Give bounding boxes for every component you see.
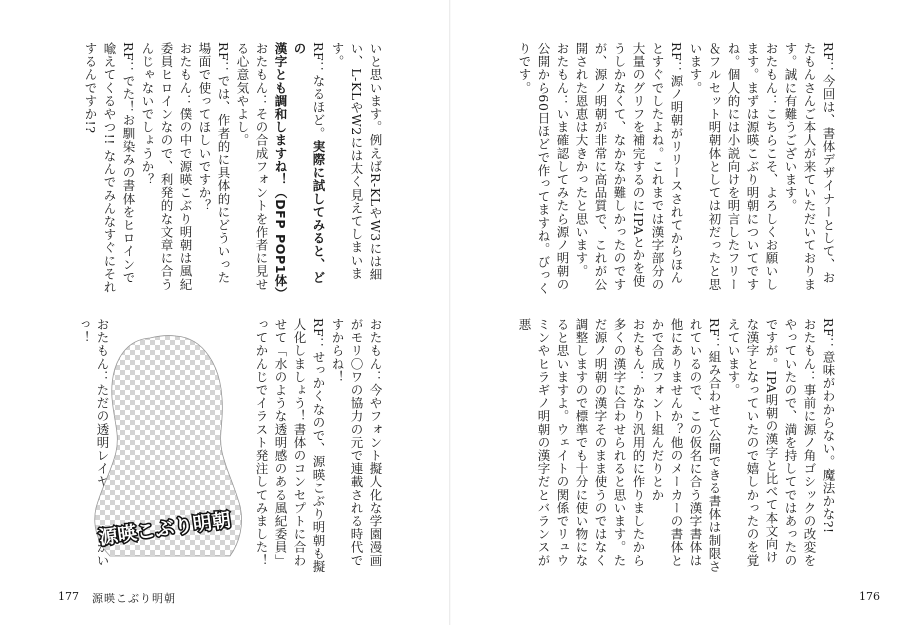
paragraph: おたもん：かなり汎用的に作りましたから多くの漢字に合わせられると思います。ただ源ノ明朝の漢字そのまま使うのではなく調整しますので標準でも十分に使い物になると思いますよ。ウェイトの関係でリュウミンやヒラギノ明朝の漢字だとバランスが悪 [517, 318, 646, 567]
paragraph: RF：組み合わせて公開できる書体は制限されているので、この仮名に合う漢字書体は他にありませんか？他のメーカーの書体とかで合成フォント組んだりとか [650, 318, 722, 574]
transparent-character-illustration [80, 330, 250, 560]
paragraph: おたもん：僕の中で源暎こぶり明朝は風紀委員ヒロインなので、利発的な文章に合うんじゃないでしょうか？ [140, 42, 193, 291]
running-head: 源暎こぶり明朝 [92, 592, 176, 605]
right-page [451, 0, 900, 625]
paragraph: RF：今回は、書体デザイナーとして、おたもんさんご本人が来ていただいております。誠に有難うございます。 [783, 42, 836, 291]
speaker-text: RF：なるほど。 [311, 42, 326, 140]
left-page-top-text [80, 42, 385, 301]
page-number-left: 177 [58, 590, 79, 603]
left-page [0, 0, 449, 625]
paragraph: おたもん：いま確認してみたら源ノ明朝の公開から60日ほどで作ってますね。びっくりです。 [517, 42, 570, 295]
paragraph: RF：では、作者的に具体的にどういった場面で使ってほしいですか？ [197, 42, 231, 284]
paragraph: おたもん：事前に源ノ角ゴシックの改変をやっていたので、満を持してではあったのですが。IPA明朝の漢字と比べて本文向けな漢字となっていたので嬉しかったのを覚えています。 [726, 318, 817, 567]
paragraph: RF：せっかくなので、源暎こぶり明朝も擬人化しましょう！書体のコンセプトに合わせて「水のような透明感のある風紀委員」ってかんじでイラスト発注してみました！ [254, 318, 326, 574]
paragraph: いと思います。例えばR-KLやW3には細 [368, 42, 383, 282]
right-page-top-text [513, 42, 838, 297]
paragraph: おたもん：ただの透明レイヤーやないかいっ！ [76, 318, 110, 567]
paragraph: RF：源ノ明朝がリリースされてからほんとすぐでしたよね。これまでは漢字部分の大量のグリフを補完するのにIPAとかを使うしかなくて、なかなか難しかったのですが、源ノ明朝が非常に高品質で、これが公開された恩恵は大きかったと思います。 [574, 42, 684, 291]
right-page-bottom-text [513, 318, 838, 576]
emphasis-paragraph: 漢字とも調和しますね！（DFP POP1体） [273, 42, 288, 301]
emphasis-text: 実際に試してみると、どの [292, 42, 326, 284]
paragraph [290, 42, 328, 297]
paragraph: い、L-KLやW2には太く見えてしまいます。 [330, 42, 364, 280]
page-number-right: 176 [859, 590, 880, 603]
paragraph: RF：意味がわからない。魔法かな?! [821, 318, 836, 534]
paragraph: おたもん：こちらこそ、よろしくお願いします。まずは源暎こぶり明朝についてですね。個人的には小説向けを明言したフリー＆フルセット明朝体としては初だったと思います。 [688, 42, 779, 291]
paragraph: おたもん：その合成フォントを作者に見せる心意気やよし。 [235, 42, 269, 291]
paragraph: おたもん：今やフォント擬人化な学園漫画がモリ〇ワの協力の元で連載される時代ですからね！ [330, 318, 383, 567]
logo-text: 源暎こぶり明朝 [97, 508, 233, 550]
paragraph: RF：でた！お馴染みの書体をヒロインで喩えてくるやつ!! なんでみんなすぐにそれするんですか!? [83, 42, 136, 294]
